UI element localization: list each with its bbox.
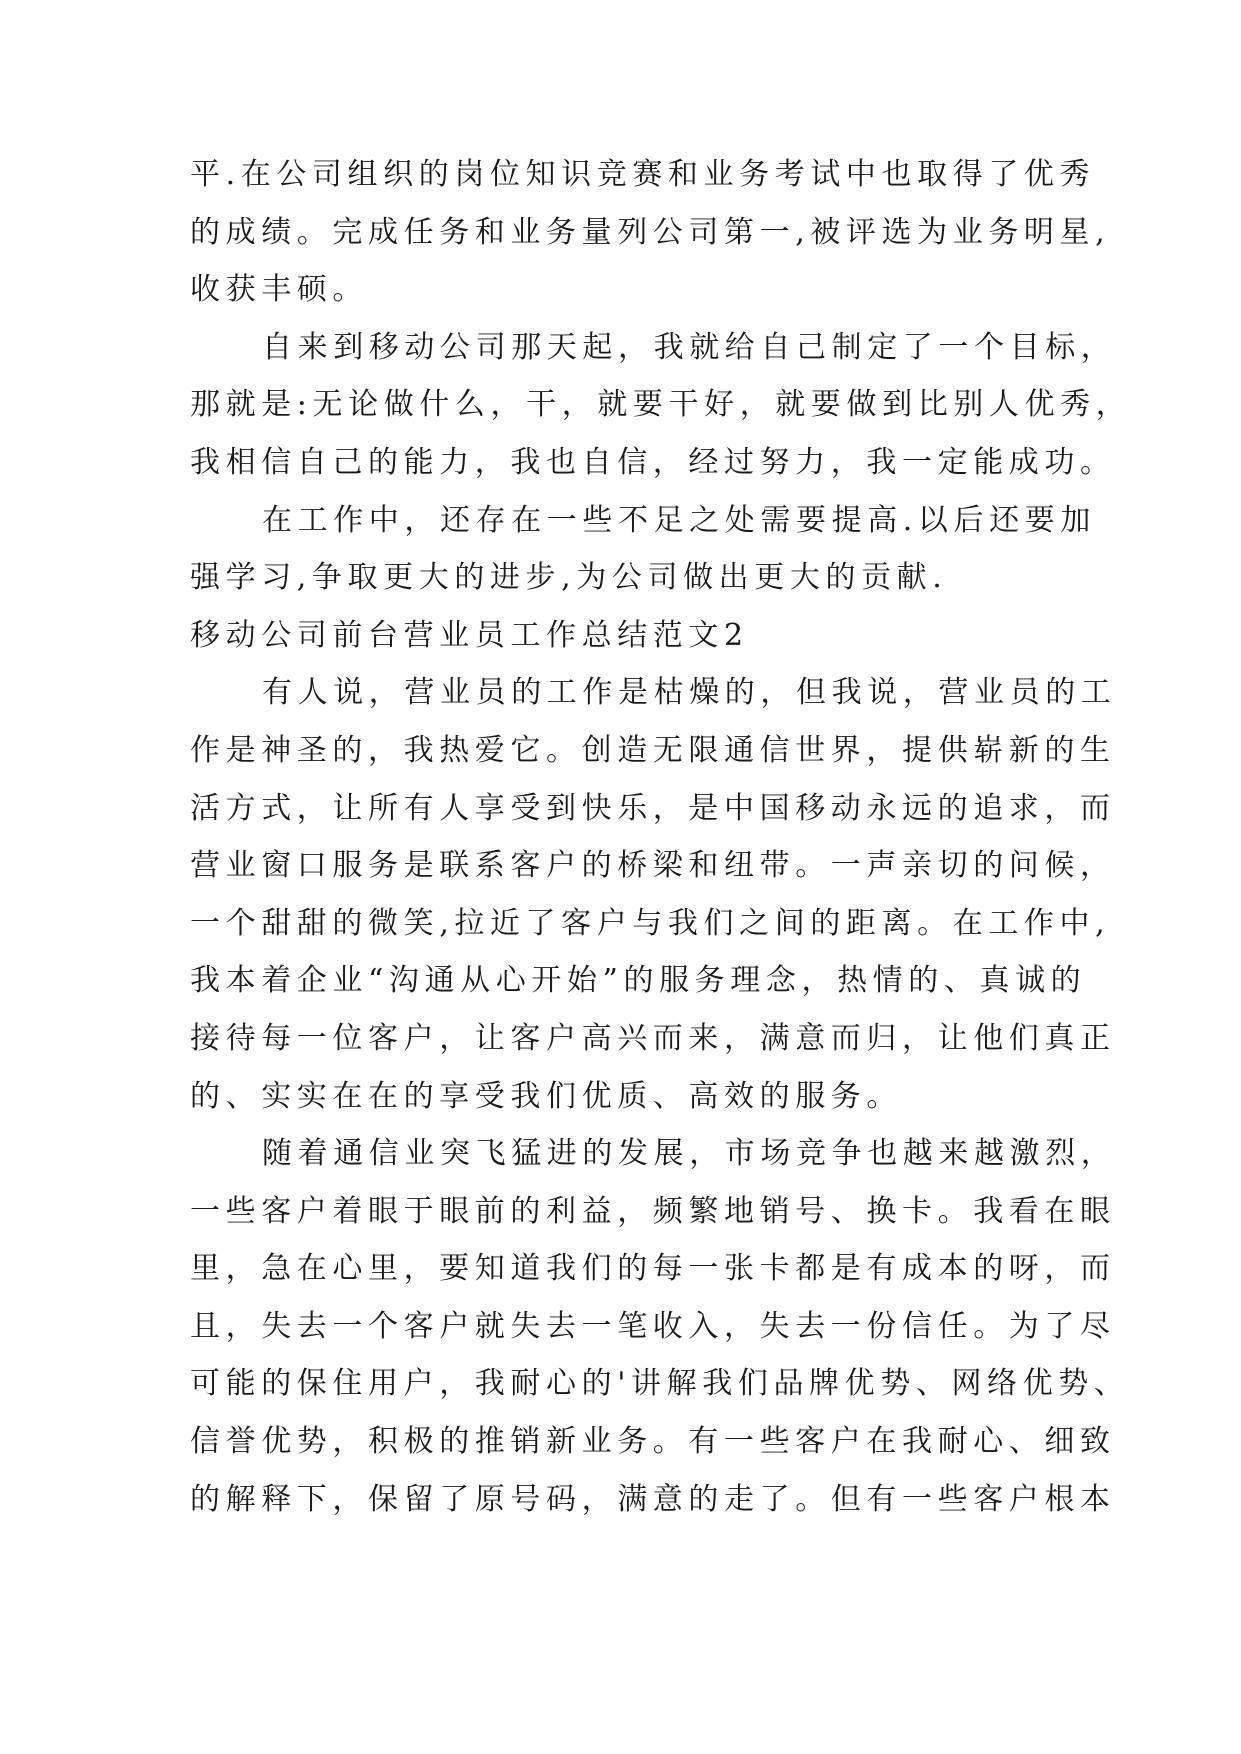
text-line: 强学习,争取更大的进步,为公司做出更大的贡献. [190,560,948,596]
text-line: 作是神圣的，我热爱它。创造无限通信世界，提供崭新的生 [190,732,1116,768]
text-line: 且，失去一个客户就失去一笔收入，失去一份信任。为了尽 [190,1308,1116,1344]
paragraph-first-line: 在工作中，还存在一些不足之处需要提高.以后还要加 [262,502,1096,538]
text-line: 里，急在心里，要知道我们的每一张卡都是有成本的呀，而 [190,1251,1116,1287]
paragraph-first-line: 有人说，营业员的工作是枯燥的，但我说，营业员的工 [262,675,1117,711]
text-line: 营业窗口服务是联系客户的桥梁和纽带。一声亲切的问候， [190,848,1116,884]
text-line: 那就是:无论做什么，干，就要干好，就要做到比别人优秀， [190,387,1132,423]
text-line: 我相信自己的能力，我也自信，经过努力，我一定能成功。 [190,444,1116,480]
text-line: 收获丰硕。 [190,272,368,308]
text-line: 一些客户着眼于眼前的利益，频繁地销号、换卡。我看在眼 [190,1193,1116,1229]
text-line: 一个甜甜的微笑,拉近了客户与我们之间的距离。在工作中, [190,905,1111,941]
text-line: 接待每一位客户，让客户高兴而来，满意而归，让他们真正 [190,1020,1116,1056]
text-line: 的成绩。完成任务和业务量列公司第一,被评选为业务明星, [190,214,1111,250]
document-body [190,146,1132,1528]
text-line: 信誉优势，积极的推销新业务。有一些客户在我耐心、细致 [190,1424,1116,1460]
paragraph-first-line: 随着通信业突飞猛进的发展，市场竞争也越来越激烈， [262,1136,1117,1172]
text-line: 的、实实在在的享受我们优质、高效的服务。 [190,1078,902,1114]
paragraph-first-line: 自来到移动公司那天起，我就给自己制定了一个目标， [262,329,1117,365]
section-heading: 移动公司前台营业员工作总结范文2 [190,617,749,653]
text-line: 平.在公司组织的岗位知识竞赛和业务考试中也取得了优秀 [190,157,1096,192]
text-line: 我本着企业“沟通从心开始”的服务理念，热情的、真诚的 [190,963,1087,999]
text-line: 可能的保住用户，我耐心的'讲解我们品牌优势、网络优势、 [190,1366,1130,1402]
text-line: 活方式，让所有人享受到快乐，是中国移动永远的追求，而 [190,790,1116,826]
text-line: 的解释下，保留了原号码，满意的走了。但有一些客户根本 [190,1481,1116,1517]
